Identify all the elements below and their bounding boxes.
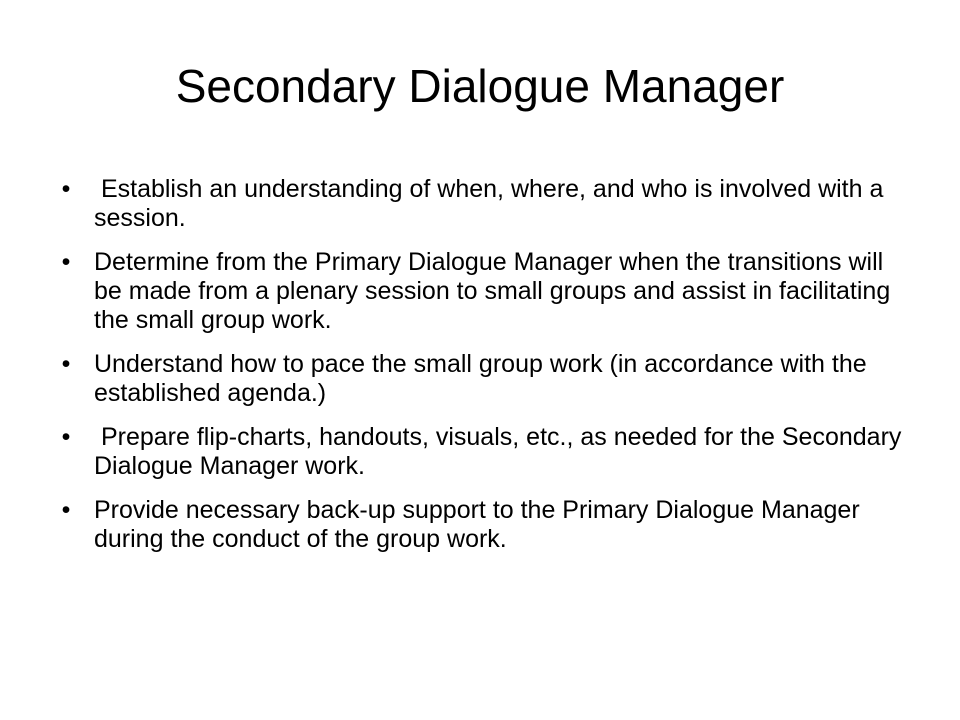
- bullet-item: [56, 496, 916, 554]
- bullet-text: Understand how to pace the small group work (in accordance with the established agenda.): [94, 350, 874, 407]
- bullet-item: [56, 248, 916, 335]
- bullet-item: [56, 175, 916, 233]
- bullet-dot-icon: •: [61, 248, 71, 276]
- bullet-text: Provide necessary back-up support to the Primary Dialogue Manager during the conduct of the group work.: [94, 496, 867, 553]
- slide-title: Secondary Dialogue Manager: [175, 60, 785, 112]
- bullet-text: Prepare flip-charts, handouts, visuals, etc., as needed for the Secondary Dialogue Manager work.: [94, 423, 909, 480]
- bullet-list: [56, 175, 916, 569]
- bullet-item: [56, 423, 916, 481]
- bullet-dot-icon: •: [61, 423, 71, 451]
- bullet-text: Establish an understanding of when, where, and who is involved with a session.: [94, 175, 891, 232]
- bullet-item: [56, 350, 916, 408]
- bullet-text: Determine from the Primary Dialogue Manager when the transitions will be made from a plenary session to small groups and assist in facilitating the small group work.: [94, 248, 898, 334]
- bullet-dot-icon: •: [61, 175, 71, 203]
- bullet-dot-icon: •: [61, 350, 71, 378]
- bullet-dot-icon: •: [61, 496, 71, 524]
